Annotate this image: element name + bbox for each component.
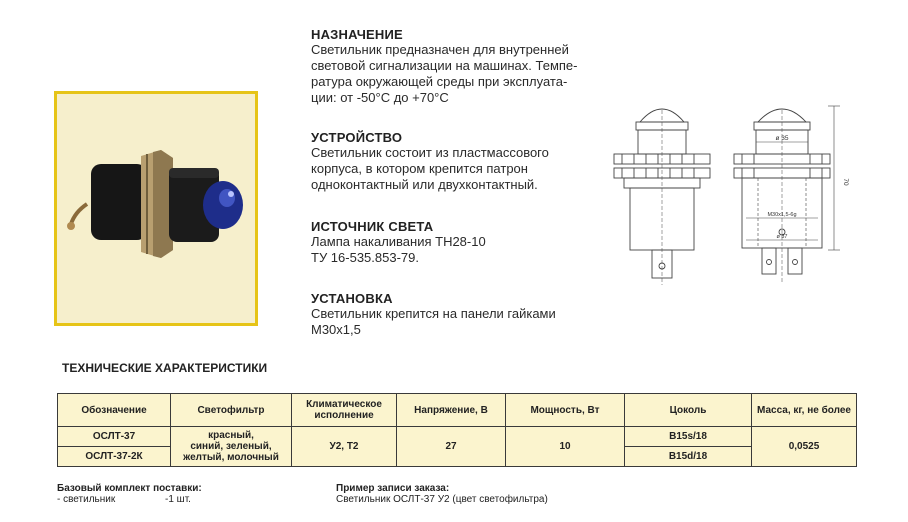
section-device <box>311 130 601 193</box>
kit-item: - светильник <box>57 494 116 505</box>
section-text-device: Светильник состоит из пластмассового корпуса, в котором крепится патрон одноконтактный или двухконтактный. <box>311 145 549 192</box>
table-row <box>58 427 857 447</box>
section-text-purpose: Светильник предназначен для внутренней световой сигнализации на машинах. Темпе- ратура окружающей среды при эксплуата- ции: от -50°С до +70°С <box>311 42 578 105</box>
order-block <box>336 483 548 505</box>
kit-block <box>57 483 202 505</box>
table-header-row <box>58 394 857 427</box>
drawing-section-view <box>734 106 840 282</box>
cell-base: B15d/18 <box>625 447 752 467</box>
lamp-photo <box>57 94 255 323</box>
section-title-purpose: НАЗНАЧЕНИЕ <box>311 27 403 42</box>
order-text: Светильник ОСЛТ-37 У2 (цвет светофильтра) <box>336 494 548 505</box>
dim-label-thread: М30х1,5-6g <box>767 212 797 218</box>
cell-voltage: 27 <box>397 427 506 467</box>
kit-qty: -1 шт. <box>165 494 191 505</box>
dim-label-height: 70 <box>842 178 849 186</box>
kit-title: Базовый комплект поставки: <box>57 483 202 494</box>
technical-drawing <box>600 90 850 300</box>
section-title-device: УСТРОЙСТВО <box>311 130 403 145</box>
header-voltage: Напряжение, В <box>397 394 506 427</box>
header-filter: Светофильтр <box>171 394 292 427</box>
specs-table <box>57 393 857 467</box>
header-climate: Климатическое исполнение <box>292 394 397 427</box>
order-title: Пример записи заказа: <box>336 483 450 494</box>
dim-label-width: ø 37 <box>776 234 788 240</box>
header-power: Мощность, Вт <box>506 394 625 427</box>
product-photo-frame <box>54 91 258 326</box>
header-designation: Обозначение <box>58 394 171 427</box>
dim-label-diameter: ø 35 <box>775 135 789 142</box>
cell-filter: красный, синий, зеленый, желтый, молочный <box>171 427 292 467</box>
cell-base: B15s/18 <box>625 427 752 447</box>
drawing-side-view <box>614 109 710 285</box>
section-purpose <box>311 27 601 106</box>
header-base: Цоколь <box>625 394 752 427</box>
cell-power: 10 <box>506 427 625 467</box>
cell-designation: ОСЛТ-37 <box>58 427 171 447</box>
section-installation <box>311 291 601 338</box>
cell-mass: 0,0525 <box>752 427 857 467</box>
section-title-light-source: ИСТОЧНИК СВЕТА <box>311 219 434 234</box>
cell-climate: У2, Т2 <box>292 427 397 467</box>
section-light-source <box>311 219 601 266</box>
section-title-installation: УСТАНОВКА <box>311 291 393 306</box>
cell-designation: ОСЛТ-37-2К <box>58 447 171 467</box>
section-text-installation: Светильник крепится на панели гайками М30х1,5 <box>311 306 556 337</box>
kit-line <box>57 494 202 505</box>
tech-title: ТЕХНИЧЕСКИЕ ХАРАКТЕРИСТИКИ <box>62 361 268 375</box>
header-mass: Масса, кг, не более <box>752 394 857 427</box>
section-text-light-source: Лампа накаливания ТН28-10 ТУ 16-535.853-79. <box>311 234 486 265</box>
